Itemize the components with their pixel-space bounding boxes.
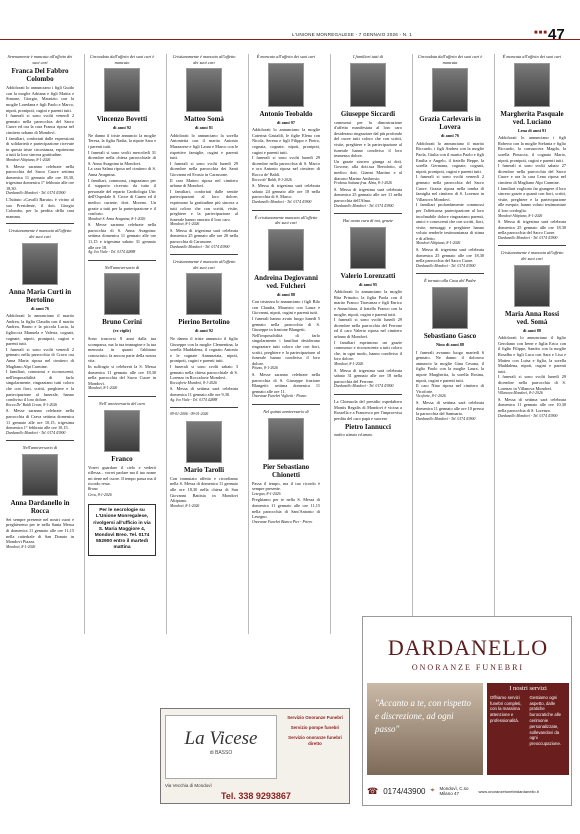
- signature-line: Mondovì, 8-1-2026: [170, 222, 200, 227]
- vicese-line2: Servizio pompe funebri: [290, 725, 340, 730]
- column-rule: [166, 54, 167, 634]
- age-line: di anni 92: [194, 328, 214, 334]
- portrait-photo: [186, 273, 222, 315]
- signature-line: Dardanello Mondovì - Tel. 0174 43900: [416, 263, 476, 268]
- signature-line: Mondovì, 8-1-2026: [334, 362, 364, 366]
- deceased-name: Franca Del Fabbro Colombo: [11, 67, 69, 84]
- signature-line: Mondovì, 8-1-2026: [6, 544, 36, 549]
- page-header: [0, 0, 580, 43]
- decorative-dots: ■■■: [534, 30, 548, 36]
- deceased-name: Pietro Iannucci: [345, 423, 391, 432]
- notice-paragraph: I familiari esprimono un grazie commosso e riconoscente a tutti coloro che, in ogni modo, hanno condiviso il loro dolore.: [334, 339, 402, 362]
- notice-paragraph: Nell'impossibilità di farlo singolarmente i familiari desiderano ringraziare tutti coloro che con fiori, scritti, preghiere e la partecipazione al funerale hanno condiviso il loro dolore.: [252, 332, 320, 366]
- signature-line: Mondovì, 8-1-2026: [88, 386, 118, 391]
- portrait-photo: [104, 68, 140, 112]
- portrait-photo: [350, 227, 386, 269]
- intro-line: Serenamente è mancata all'affetto dei suoi cari: [7, 54, 73, 65]
- notice-paragraph: S. Messa di trigesima sarà celebrata domenica 25 gennaio alle ore 18,30 nella parrocchia del Sacro Cuore.: [498, 219, 566, 236]
- intro-line: Cristianamente è mancato all'affetto dei suoi cari: [172, 54, 236, 65]
- notice-paragraph: I funerali si sono svolti mercoledì 31 dicembre nella chiesa parrocchiale di S. Anna Avagnina in Mondovì.: [88, 149, 156, 166]
- dardanello-logo-sub: ONORANZE FUNEBRI: [411, 663, 525, 672]
- column-rule: [248, 54, 249, 634]
- separator: [416, 273, 484, 274]
- column-rule: [84, 54, 85, 634]
- age-line: di anni 76: [440, 133, 460, 139]
- obituary-column: [6, 54, 74, 806]
- notice-paragraph: Sono trascorsi 8 anni dalla tua scomparsa, ma la tua immagine e la tua memoria in quanti l'abbiano conosciuto, fa ancora parte della nostra vita.: [88, 336, 156, 364]
- separator: [88, 396, 156, 397]
- notice-paragraph: I funerali si sono svolti lunedì 29 dicembre nella parrocchia di S. Lorenzo in Villanova Mondovì.: [498, 374, 566, 391]
- intro-line: Nell' anniversario del caro: [98, 400, 146, 406]
- signature-line: Mondovì S. Anna Avagnina, 8-1-2026: [88, 216, 146, 221]
- notice-paragraph: Addolorati lo annunciano i figli Roberto con la moglie Stefania e figlio Riccardo, la consuocera Magda, la sorella Pinuccia, il cognato Mario, nipoti, pronipoti, cugini e parenti tutti.: [498, 135, 566, 163]
- notice-paragraph: I familiari profondamente commossi per l'affettuosa partecipazione al loro incolmabile dolore ringraziano parenti, amici e conoscenti che con scritti, fiori, visite, messaggi e preghiere hanno voluto renderle testimonianza di stima e di affetto.: [416, 202, 484, 241]
- deceased-name: Sebastiano Gasco: [423, 332, 477, 341]
- dardanello-address: Mondovì, C.so Milano 47: [439, 786, 469, 796]
- signature-line: Villanova Mondovì, 8-1-2026: [498, 391, 543, 396]
- age-line: (ex vigile): [113, 328, 131, 334]
- intro-line: Cristianamente è mancata all'affetto dei suoi cari: [8, 228, 72, 240]
- age-line: di anni 88: [522, 327, 542, 333]
- separator: [6, 440, 74, 441]
- notice-paragraph: I funerali si sono svolti venerdì 2 gennaio nella parrocchia del Sacro Cuore ed ora la cara Franca riposa nel cimitero urbano di Mondovì.: [6, 113, 74, 135]
- intro-line: Cristianamente è mancata all'affetto dei suoi cari: [500, 250, 564, 262]
- vicese-line3: Servizio onoranze funebri diretto: [288, 735, 342, 746]
- signature-line: 09-01-2006 · 09-01-2026: [170, 412, 209, 417]
- separator: [498, 245, 566, 246]
- page-number: 47: [548, 26, 565, 43]
- signature-line: Dardanello Mondovì - Tel. 0174 43900: [416, 416, 476, 421]
- notice-paragraph: S. Messa di settima sarà celebrata domenica 11 gennaio alle ore 10 presso la parrocchia del Santuario.: [416, 399, 484, 417]
- signature-line: Dardanello Mondovì - Tel. 0174 43900: [252, 199, 312, 204]
- intro-line: Cristianamente è mancato all'affetto dei suoi cari: [172, 259, 236, 270]
- age-line: di anni 97: [276, 119, 296, 125]
- signature-line: Dardanello Mondovì - Tel. 0174 43900: [498, 413, 558, 418]
- deceased-name: Pierino Bertolino: [178, 318, 230, 327]
- signature-line: Roccaforte Mondovì, 8-1-2026: [170, 380, 217, 385]
- signature-line: Onoranze Funebri Viglietti - Piozzo: [252, 394, 307, 399]
- notice-paragraph: commossi per la dimostrazione d'affetto manifestata al loro caro desiderano ringraziare dal più profondo del cuore tutti coloro che con scritti, visite, preghiere e la partecipazione al funerale hanno condiviso il loro immenso dolore.: [334, 119, 402, 159]
- portrait-photo: [514, 63, 550, 107]
- dardanello-website: www.onoranzefunebridardanello.it: [478, 788, 539, 794]
- notice-paragraph: I funerali avranno luogo martedì 6 gennaio. Ne danno il doloroso annuncio la moglie Gina Cesana, il figlio Paolo con la moglie Laura, la nipote Margherita, la sorella Rosina, nipoti, cugini e parenti tutti.: [416, 349, 484, 383]
- notice-paragraph: In suffragio si celebrerà la S. Messa domenica 11 gennaio alle ore 18,30 nella parrocchia del Sacro Cuore in Mondovì.: [88, 364, 156, 386]
- vicese-phone: Tel. 338 9293867: [221, 791, 291, 801]
- separator: [334, 213, 402, 214]
- separator: [170, 254, 238, 255]
- intro-line: Circondato dall'affetto dei suoi cari è mancato: [89, 54, 155, 65]
- services-title: I nostri servizi: [509, 685, 547, 692]
- necrology-info-box: Per le necrologie su L'Unione Monregalese, rivolgersi all'ufficio in via S. Maria Maggiore 4, Mondovì Breo. Tel. 0174 552900 entro il martedì mattina: [88, 504, 156, 555]
- location-icon: ⌖: [430, 787, 435, 794]
- signature-line: Mondovì Altipiano, 8-1-2026: [6, 157, 51, 162]
- portrait-photo: [268, 63, 304, 107]
- deceased-name: Matteo Somà: [184, 115, 224, 124]
- signature-line: Onoranze Funebri Bianco Pier - Priero: [252, 519, 313, 524]
- portrait-photo: [514, 265, 550, 307]
- notice-paragraph: S. Messe saranno celebrate nella parrocchia di Crava settima domenica 11 gennaio alle ore 10,15, trigesima domenica 1° febbraio alle ore 10,15.: [6, 408, 74, 431]
- notice-paragraph: I funerali si sono svolti lunedì 29 dicembre nella parrocchia di S. Marco e ora Antonio riposa nel cimitero di Rocca de' Baldi.: [252, 155, 320, 177]
- notice-paragraph: Addolorati lo annunciano la moglie Rita Prinotto, la figlia Paola con il marito Franco Tiravanza e figli Enrico e Annachiara, il fratello Franco con la moglie, nipoti, cugini e parenti tutti.: [334, 289, 402, 317]
- deceased-name: Vincenzo Bovetti: [96, 115, 148, 124]
- notice-paragraph: Addolorati lo annunciano il figlio Gerolamo con Irene e figlia Erica con il figlio Filippo, Sandro con la moglie Rosalba e figli Luca con Sara e Lisa e Matteo con Luisa e figlia, la sorella Maddalena, nipoti, cugini e parenti tutti.: [498, 335, 566, 374]
- age-line: di anni 95: [358, 281, 378, 287]
- intro-line: È mancato all'affetto dei suoi cari: [256, 54, 316, 59]
- obituary-column: [334, 54, 402, 614]
- age-line: di anni 81: [194, 125, 214, 131]
- notice-paragraph: Ne danno il triste annuncio il figlio Giuseppe con la moglie Clementina, la sorella Maddalena, il cognato Antonio e le cognate Annunziata, nipoti, pronipoti, cugini e parenti tutti.: [170, 336, 238, 364]
- notice-paragraph: I familiari, commossi e riconoscenti, nell'impossibilità di farlo singolarmente, ringraziano tutti coloro che con fiori, scritti, preghiere e la partecipazione al funerale, hanno condiviso il loro dolore.: [6, 369, 74, 403]
- signature-line: medico stimato ed amato.: [334, 433, 374, 438]
- obituary-column: [498, 54, 566, 614]
- intro-line: È mancata all'affetto dei suoi cari: [502, 54, 562, 59]
- notice-paragraph: S. Messa di trigesima sarà celebrata sabato 31 gennaio alle ore 18 nella parrocchia del Ferrone.: [334, 367, 402, 384]
- intro-line: Nell'anniversario di: [22, 445, 58, 451]
- signature-line: Mondovì Altipiano, 8-1-2026: [498, 213, 543, 218]
- portrait-photo: [22, 454, 58, 496]
- separator: [88, 260, 156, 261]
- age-line: Lena di anni 91: [517, 127, 547, 133]
- age-line: di anni 76: [30, 305, 50, 311]
- notice-paragraph: Addolorati lo annunciano i figli Guido con la moglie Adriana e figli Mattia e Simone, Giorgio, Maurizio con la moglie Loredana e figli Paolo e Marco, nipoti, pronipoti, cugini e parenti tutti.: [6, 85, 74, 113]
- signature-line: Dardanello Mondovì - Tel. 0174 43900: [498, 235, 558, 240]
- notice-paragraph: La cara Salma riposa nel cimitero di S. Anna Avagnina.: [88, 166, 156, 177]
- signature-line: Piozzo, 8-1-2026: [252, 366, 278, 371]
- notice-paragraph: I funerali hanno avuto luogo lunedì 5 gennaio nella parrocchia di S. Giuseppe in frazione Blangetti.: [252, 316, 320, 333]
- obituary-column: [170, 54, 238, 706]
- column-rule: [494, 54, 495, 634]
- notice-paragraph: I funerali si sono svolti venerdì 2 gennaio nella parrocchia del Sacro Cuore. Grazia riposa nella tomba di famiglia nel cimitero di S. Lorenzo in Villanova Mondovì.: [416, 174, 484, 202]
- dardanello-phone: 0174/43900: [383, 786, 426, 796]
- notice-paragraph: Con tristezza lo annunciano i figli Bilo con Claudia, Maurizio con Laura e Giovanni, nipoti, cugini e parenti tutti.: [252, 299, 320, 316]
- signature-line: Dardanello Mondovì - Tel. 0174 43900: [170, 244, 230, 249]
- notice-paragraph: I funerali si sono svolti sabato 27 dicembre nella parrocchia del Sacro Cuore e ora la cara Lena riposa nel cimitero di Magliano Alpi Carmine.: [498, 163, 566, 185]
- notice-paragraph: Addolorati lo annunciano la moglie Caterina Gastaldi, le figlie Elena con Nicola, Serena e figli Filippo e Pietro, cognata, cognate, nipoti, pronipoti, cugini e parenti tutti.: [252, 127, 320, 155]
- notice-paragraph: Preghiamo per te nella S. Messa di domenica 11 gennaio alle ore 11,15 nella parrocchia di Sant'Antonio di Lesegno.: [252, 497, 320, 520]
- notice-paragraph: Vorrei guardare il cielo e vederti riflessa... vorrei parlare ma il tuo nome mi tiene nel cuore. Il tempo passa ma il ricordo resta.: [88, 464, 156, 487]
- deceased-name: Giuseppe Siccardi: [340, 109, 396, 118]
- notice-paragraph: Addolorati lo annunciano il marito Riccardo, i figli Andrea con la moglie Paola, Giulia con il marito Paolo e figli Emilia e Angelo, il fratello Beppe, la sorella Germana, cognate, cognati, nipoti, pronipoti, cugini e parenti tutti.: [416, 140, 484, 174]
- signature-line: Frabosa Sottana fraz. Alma, 8-1-2026: [334, 181, 392, 186]
- publication-line: L'UNIONE MONREGALESE - 7 GENNAIO 2026 - N. 1: [292, 32, 412, 37]
- notice-paragraph: S. Messa di trigesima sarà celebrata domenica 25 gennaio alle ore 11 nella parrocchia dell'Alma.: [334, 186, 402, 203]
- notice-paragraph: S. Messa di settima sarà celebrata domenica 11 gennaio alle ore 10,30 nella parrocchia di S. Lorenzo.: [498, 396, 566, 413]
- deceased-name: Franco: [111, 454, 133, 463]
- notice-paragraph: S. Messa di trigesima sarà celebrata domenica 25 gennaio alle ore 20 nella parrocchia di Carassone.: [170, 227, 238, 245]
- signature-line: Vicoforte, 8-1-2026: [416, 394, 446, 399]
- deceased-name: Bruno Cerini: [102, 318, 142, 327]
- notice-paragraph: I funerali si sono svolti sabato 3 gennaio nella chiesa parrocchiale di S. Lorenzo in Roccaforte Mondovì.: [170, 364, 238, 381]
- notice-paragraph: Addolorati lo annunciano il marito Andrea, la figlia Claudia con il marito Andrea, Bruno e la piccola Lucia, la figlioccia Manuela e Valeria, cognati, cognate, nipoti, pronipoti, cugini e parenti tutti.: [6, 313, 74, 347]
- deceased-name: Pier Sebastiano Chionetti: [262, 462, 310, 479]
- portrait-photo: [104, 410, 140, 452]
- signature-line: Mondovì Altipiano, 8-1-2026: [416, 241, 461, 246]
- service-1: Offriamo servizi funebri completi, con la massima attenzione e professionalità.: [490, 694, 522, 723]
- service-2: Gestiamo ogni aspetto, dalle pratiche burocratiche alle cerimonie personalizzate, sollevandovi da ogni preoccupazione.: [529, 694, 562, 747]
- vicese-ad: [160, 708, 350, 804]
- portrait-photo: [268, 229, 304, 271]
- separator: [252, 404, 320, 405]
- deceased-name: Anna Dardanello in Rocca: [10, 498, 70, 515]
- notice-paragraph: Il caro Matteo riposa nel cimitero urbano di Mondovì.: [170, 177, 238, 189]
- deceased-name: Andreina Degiovanni ved. Fulcheri: [254, 273, 318, 290]
- signature-line: Rocca de' Baldi, 8-1-2026: [252, 177, 292, 182]
- obituary-column: [416, 54, 484, 614]
- portrait-photo: [350, 63, 386, 107]
- notice-paragraph: I funerali si sono svolti lunedì 29 dicembre nella parrocchia dei Santi Giovanni ed Evasio in Carassone.: [170, 160, 238, 177]
- notice-paragraph: I funerali si sono svolti venerdì 2 gennaio nella parrocchia di Crava ora Anna Maria riposa nel cimitero di Magliano Alpi Carmine.: [6, 346, 74, 369]
- dardanello-ad: [362, 616, 572, 806]
- intro-line: Circondata dall'affetto dei suoi cari è mancata: [417, 54, 483, 65]
- portrait-photo: [186, 421, 222, 463]
- column-rule: [412, 54, 413, 634]
- signature-line: Dardanello Mondovì - Tel. 0174 43900: [334, 384, 394, 389]
- obituary-column: [252, 54, 320, 706]
- signature-line: Dardanello Mondovì - Tel. 0174 43900: [6, 430, 66, 435]
- signature-line: Ag. Ivo Viale - Tel. 0174 42888: [170, 397, 218, 402]
- notice-paragraph: L'Istituto «Cavalli Baruto» è vicino al suo Presidente, il dott. Giorgio Colombo, per la perdita della cara mamma.: [6, 197, 74, 219]
- vicese-line1: Servizio Onoranze Funebri: [287, 715, 343, 720]
- portrait-photo: [268, 418, 304, 460]
- notice-paragraph: Con immutato affetto e ricordiamo nella S. Messa di domenica 11 gennaio alle ore 18,30 nella chiesa di San Giovanni Battista in Mondovì Altipiano.: [170, 475, 238, 504]
- notice-paragraph: I funerali si sono svolti lunedì 29 dicembre nella parrocchia del Ferrone ed il caro Valerio riposa nel cimitero urbano di Mondovì.: [334, 317, 402, 340]
- notice-paragraph: I familiari, commossi, ringraziano per il supporto ricevuto da tutto il personale del reparto Cardiologia Utic dell'Ospedale S. Croce di Cuneo ed il medico curante, dott. Moreno. Un grazie a tutti per la partecipazione e il conforto.: [88, 177, 156, 217]
- deceased-name: Anna Maria Curti in Bertolino: [8, 287, 72, 304]
- dardanello-quote: "Accanto a te, con rispetto e discrezione, ad ogni passo": [375, 698, 472, 734]
- notice-paragraph: Ne danno il triste annuncio la moglie Teresa, la figlia Nadia, la nipote Sara e i parenti tutti.: [88, 132, 156, 149]
- deceased-name: Antonio Teobaldo: [259, 109, 313, 118]
- notice-paragraph: I familiari, confortati dalle espressioni di solidarietà e partecipazione ricevute in questa triste circostanza, esprimono a tutti la loro sincera gratitudine.: [6, 135, 74, 158]
- signature-line: Ag. Ivo Viale - Tel. 0174 42888: [88, 250, 136, 255]
- age-line: di anni 88: [276, 291, 296, 297]
- portrait-photo: [432, 68, 468, 112]
- signature-line: Dardanello Mondovì - Tel. 0174 43900: [334, 203, 394, 208]
- deceased-name: Grazia Carlevaris in Lovera: [419, 115, 481, 132]
- intro-line: È tornato alla Casa del Padre: [424, 278, 476, 284]
- signature-line: Mondovì, 8-1-2026: [170, 503, 200, 508]
- separator: [170, 407, 238, 408]
- notice-paragraph: Sei sempre presente nel nostri cuori e preghieremo per te nella Santa Messa di domenica 11 gennaio alle ore 11,15 nella cattedrale di San Donato in Mondovì Piazza.: [6, 516, 74, 545]
- portrait-photo: [186, 68, 222, 112]
- portrait-photo: [22, 243, 58, 285]
- vicese-address: Via Vecchia di Mondovì: [165, 783, 212, 788]
- signature-line: Bruna: [88, 486, 98, 491]
- deceased-name: Valerio Lorenzatti: [340, 271, 396, 280]
- notice-paragraph: Il caro Nino riposa nel cimitero di Vicoforte.: [416, 383, 484, 394]
- notice-paragraph: Passa il tempo, ma il tuo ricordo è sempre presente.: [252, 480, 320, 492]
- deceased-name: Mario Tarolli: [183, 465, 225, 474]
- deceased-name: Maria Anna Rossi ved. Somà: [504, 309, 560, 326]
- deceased-name: Margherita Pasquale ved. Luciano: [500, 109, 564, 126]
- notice-paragraph: S. Messe saranno celebrate nella parrocchia di S. Giuseppe frazione Blangetti: settima domenica 11 gennaio alle ore 11.: [252, 372, 320, 394]
- intro-line: Nell'anniversario di: [104, 264, 140, 270]
- signature-line: Lesegno, 8-1-2026: [252, 491, 281, 496]
- separator: [334, 394, 402, 395]
- column-rule: [330, 54, 331, 634]
- portrait-photo: [104, 273, 140, 315]
- notice-paragraph: S. Messa di trigesima sarà celebrata domenica 25 gennaio alle ore 18,30 nella parrocchia del Sacro Cuore.: [416, 247, 484, 264]
- vicese-sub: di BASSO: [209, 750, 233, 756]
- phone-icon: ☎: [367, 785, 379, 796]
- age-line: di anni 92: [112, 125, 132, 131]
- separator: [6, 223, 74, 224]
- intro-line: È cristianamente mancato all'affetto dei suoi cari: [254, 214, 318, 226]
- notice-paragraph: La Chiesuola del presidio ospedaliero Montis Regalis di Mondovì è vicina a Rossella e a Francesco per l'improvvisa perdita del caro papà e suocero: [334, 398, 402, 421]
- notice-paragraph: S. Messa di settima sarà celebrata domenica 11 gennaio alle ore 9,30.: [170, 386, 238, 397]
- dardanello-logo-name: DARDANELLO: [387, 635, 549, 660]
- notice-paragraph: I familiari, confortati dalle sentite partecipazioni al loro dolore, esprimono la gratitudine più sincera a tutti coloro che con scritti, visite, preghiere e la partecipazione al funerale hanno onorato il loro caro.: [170, 188, 238, 222]
- intro-line: I familiari tutti di: [353, 54, 383, 59]
- signature-line: Ceva, 8-1-2026: [88, 492, 112, 497]
- intro-line: Hai avuto cura di noi, grazie: [343, 218, 393, 224]
- vicese-brand: La Vicese: [184, 728, 258, 749]
- notice-paragraph: S. Messe saranno celebrate nella parrocchia del Sacro Cuore settima domenica 11 gennaio alle ore 18,30, trigesima domenica 1° febbraio alle ore 18,30.: [6, 163, 74, 191]
- notice-paragraph: Addolorati lo annunciano la sorella Antonietta con il marito Antonio Mazzarese e figli Laura e Marco con le rispettive famiglie, cugini e parenti tutti.: [170, 132, 238, 161]
- intro-line: Nel quinto anniversario di: [263, 408, 309, 414]
- separator: [252, 210, 320, 211]
- notice-paragraph: S. Messe saranno celebrate nella parrocchia di S. Anna Avagnina: settima domenica 11 gennaio alle ore 11,15 e trigesima sabato 31 gennaio alle ore 18.: [88, 222, 156, 250]
- obituary-column: [88, 54, 156, 806]
- notice-paragraph: I familiari vogliono far giungere il loro sincero grazie a quanti con fiori, scritti, visite, preghiere e la partecipazione alle esequie, hanno voluto testimoniare il loro cordoglio.: [498, 185, 566, 213]
- signature-line: Dardanello Mondovì - Tel. 0174 43900: [6, 191, 66, 196]
- signature-line: Rocca De' Baldi Crava, 8-1-2026: [6, 402, 58, 407]
- portrait-photo: [432, 287, 468, 329]
- notice-paragraph: Un grazie sincero giunga ai dott. Govone, alla dott.ssa Bertolotto, al medico dott. Gianni Martino e al diacono Marino Ambrosio.: [334, 158, 402, 181]
- age-line: Nino di anni 88: [435, 342, 465, 348]
- notice-paragraph: S. Messa di trigesima sarà celebrata sabato 24 gennaio alle ore 18 nella parrocchia di S. Marco.: [252, 183, 320, 200]
